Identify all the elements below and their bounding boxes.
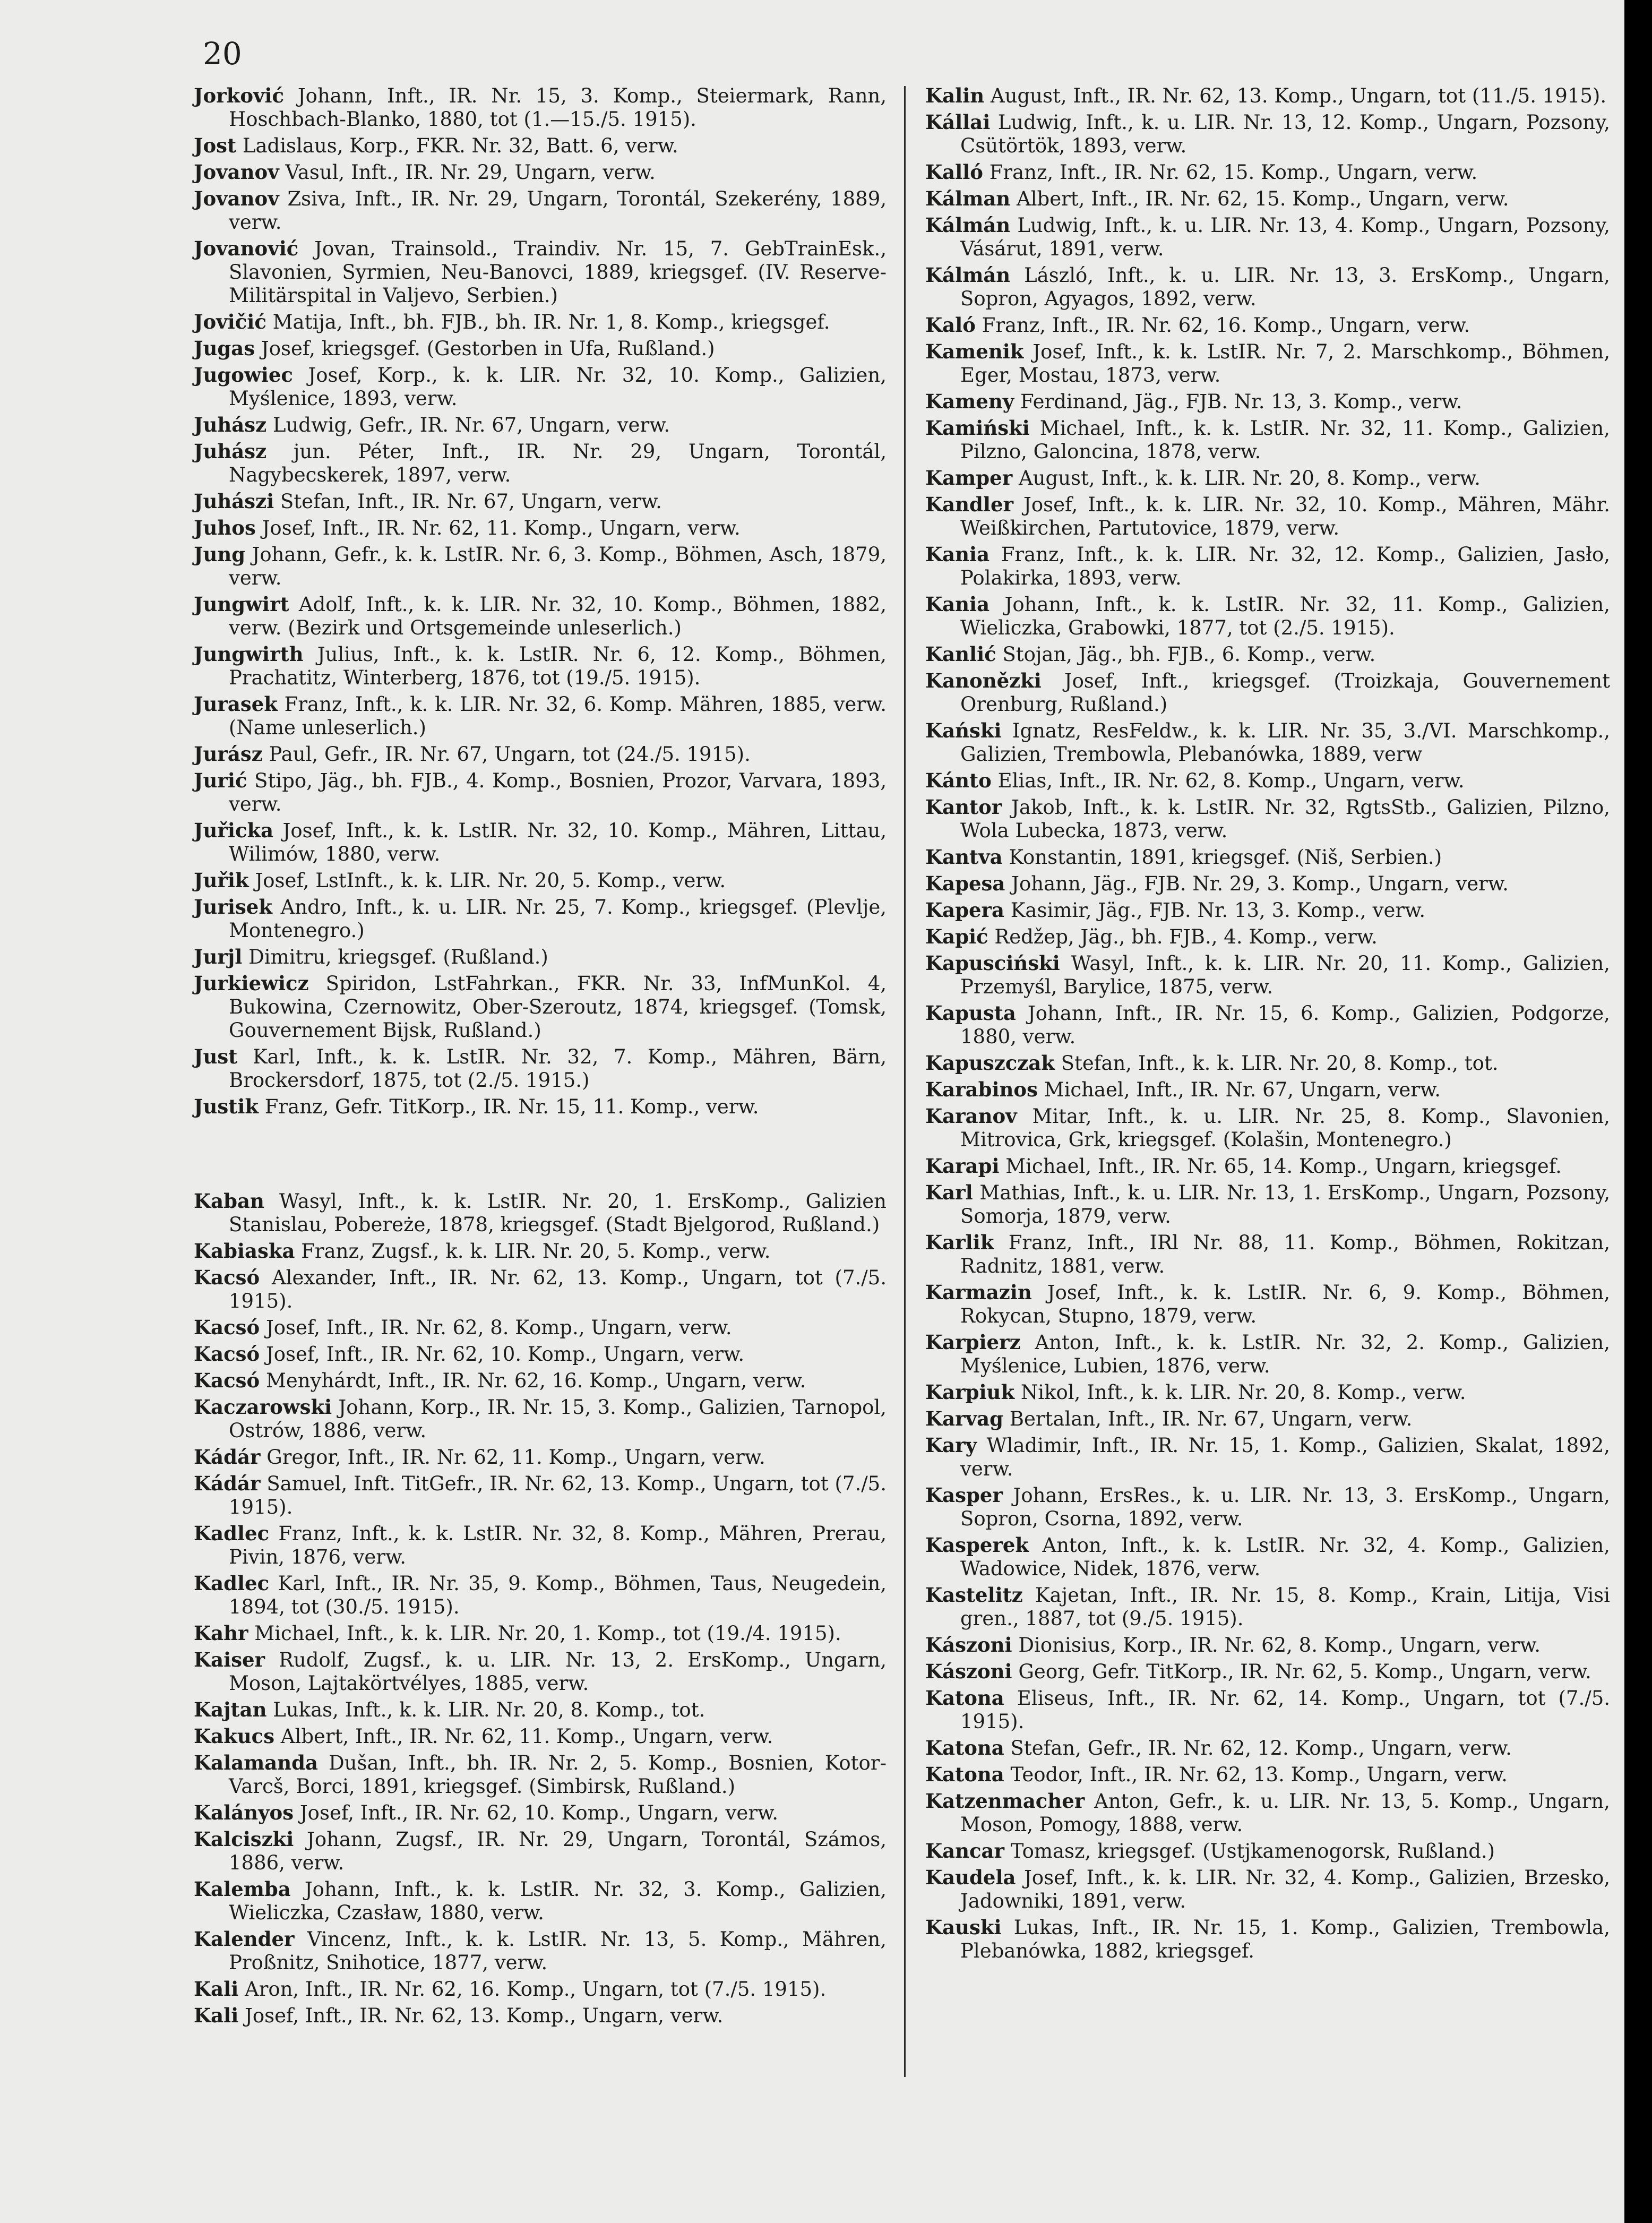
entry-surname: Kasper <box>925 1483 1003 1507</box>
entry-details: Johann, Korp., IR. Nr. 15, 3. Komp., Galizien, Tarnopol, Ostrów, 1886, verw. <box>229 1396 887 1442</box>
roster-entry <box>925 1434 1610 1481</box>
entry-details: Josef, Inft., k. k. LstIR. Nr. 6, 9. Komp., Böhmen, Rokycan, Stupno, 1879, verw. <box>960 1281 1610 1327</box>
entry-surname: Jurić <box>194 769 247 792</box>
roster-entry <box>925 1483 1610 1531</box>
entry-details: Karl, Inft., k. k. LstIR. Nr. 32, 7. Komp., Mähren, Bärn, Brockersdorf, 1875, tot (2./5. 1915.) <box>229 1045 887 1092</box>
roster-entry <box>194 1342 887 1366</box>
roster-entry <box>925 466 1610 490</box>
entry-details: Franz, Inft., IRl Nr. 88, 11. Komp., Böhmen, Rokitzan, Radnitz, 1881, verw. <box>960 1231 1610 1277</box>
entry-details: Georg, Gefr. TitKorp., IR. Nr. 62, 5. Komp., Ungarn, verw. <box>1018 1660 1591 1683</box>
entry-details: Dušan, Inft., bh. IR. Nr. 2, 5. Komp., Bosnien, Kotor-Varcš, Borci, 1891, kriegsgef. (Simbirsk, Rußland.) <box>229 1752 887 1798</box>
roster-entry <box>194 1266 887 1313</box>
entry-details: Johann, Inft., k. k. LstIR. Nr. 32, 11. Komp., Galizien, Wieliczka, Grabowki, 1877, tot (2./5. 1915). <box>960 593 1610 639</box>
entry-surname: Kalemba <box>194 1877 291 1901</box>
roster-entry <box>925 313 1610 337</box>
entry-surname: Jungwirth <box>194 642 304 666</box>
entry-details: Teodor, Inft., IR. Nr. 62, 13. Komp., Ungarn, verw. <box>1010 1763 1508 1786</box>
entry-surname: Juhászi <box>194 490 274 513</box>
entry-surname: Kabiaska <box>194 1239 295 1263</box>
entry-details: Michael, Inft., IR. Nr. 65, 14. Komp., Ungarn, kriegsgef. <box>1005 1155 1562 1178</box>
roster-entry <box>925 187 1610 211</box>
entry-surname: Karabinos <box>925 1078 1038 1101</box>
entry-surname: Karl <box>925 1181 973 1204</box>
entry-details: Stefan, Gefr., IR. Nr. 62, 12. Komp., Ungarn, verw. <box>1010 1737 1512 1759</box>
entry-surname: Kamper <box>925 466 1013 490</box>
entry-details: Nikol, Inft., k. k. LIR. Nr. 20, 8. Komp., verw. <box>1020 1381 1466 1404</box>
entry-surname: Kalender <box>194 1927 295 1951</box>
entry-details: Jakob, Inft., k. k. LstIR. Nr. 32, RgtsStb., Galizien, Pilzno, Wola Lubecka, 1873, verw. <box>960 796 1611 842</box>
entry-details: Anton, Inft., k. k. LstIR. Nr. 32, 2. Komp., Galizien, Myślenice, Lubien, 1876, verw. <box>960 1331 1610 1377</box>
roster-entry <box>925 1001 1610 1049</box>
roster-entry <box>925 1633 1610 1657</box>
entry-details: Ferdinand, Jäg., FJB. Nr. 13, 3. Komp., verw. <box>1020 390 1462 413</box>
entry-details: Ludwig, Gefr., IR. Nr. 67, Ungarn, verw. <box>272 414 670 436</box>
entry-surname: Jugowiec <box>194 363 293 387</box>
roster-entry <box>925 951 1610 999</box>
entry-surname: Juřik <box>194 869 249 892</box>
entry-surname: Jurjl <box>194 945 243 968</box>
entry-surname: Kanlić <box>925 642 996 666</box>
roster-entry <box>925 1660 1610 1684</box>
entry-details: Konstantin, 1891, kriegsgef. (Niš, Serbien.) <box>1009 846 1442 869</box>
entry-details: Elias, Inft., IR. Nr. 62, 8. Komp., Ungarn, verw. <box>997 769 1465 792</box>
entry-surname: Kaczarowski <box>194 1395 332 1419</box>
entry-surname: Kalciszki <box>194 1827 294 1851</box>
roster-entry <box>194 1751 887 1798</box>
entry-details: Ignatz, ResFeldw., k. k. LIR. Nr. 35, 3./VI. Marschkomp., Galizien, Trembowla, Plebanówka, 1889, verw <box>960 719 1611 766</box>
entry-details: Josef, Korp., k. k. LIR. Nr. 32, 10. Komp., Galizien, Myślenice, 1893, verw. <box>229 364 887 410</box>
entry-surname: Kanonězki <box>925 669 1042 692</box>
entry-surname: Kania <box>925 543 990 566</box>
entry-details: Dionisius, Korp., IR. Nr. 62, 8. Komp., Ungarn, verw. <box>1018 1634 1541 1656</box>
roster-entry <box>925 1763 1610 1787</box>
roster-entry <box>925 1051 1610 1075</box>
left-column <box>194 84 887 2030</box>
entry-surname: Jurasek <box>194 692 278 716</box>
entry-surname: Kalló <box>925 160 983 184</box>
entry-surname: Karvag <box>925 1407 1003 1430</box>
roster-entry <box>925 543 1610 590</box>
roster-entry <box>925 795 1610 843</box>
entry-details: Mitar, Inft., k. u. LIR. Nr. 25, 8. Komp., Slavonien, Mitrovica, Grk, kriegsgef. (Kolašin, Montenegro.) <box>960 1105 1610 1151</box>
roster-entry <box>194 310 887 334</box>
entry-details: Michael, Inft., k. k. LstIR. Nr. 32, 11. Komp., Galizien, Pilzno, Galoncina, 1878, verw. <box>960 417 1611 463</box>
entry-details: Josef, kriegsgef. (Gestorben in Ufa, Rußland.) <box>261 337 715 360</box>
entry-details: Franz, Zugsf., k. k. LIR. Nr. 20, 5. Komp., verw. <box>301 1240 771 1263</box>
entry-details: Franz, Inft., k. k. LIR. Nr. 32, 12. Komp., Galizien, Jasło, Polakirka, 1893, verw. <box>960 543 1610 589</box>
entry-surname: Karanov <box>925 1104 1017 1128</box>
entry-details: Bertalan, Inft., IR. Nr. 67, Ungarn, verw. <box>1009 1407 1413 1430</box>
entry-surname: Jovanov <box>194 160 279 184</box>
entry-surname: Kapić <box>925 925 988 948</box>
entry-details: Johann, Jäg., FJB. Nr. 29, 3. Komp., Ungarn, verw. <box>1011 872 1509 895</box>
roster-entry <box>194 2004 887 2028</box>
entry-surname: Kali <box>194 2004 239 2027</box>
entry-surname: Kadlec <box>194 1572 270 1595</box>
roster-entry <box>194 440 887 487</box>
entry-details: Franz, Inft., IR. Nr. 62, 15. Komp., Ungarn, verw. <box>989 161 1478 184</box>
entry-details: Dimitru, kriegsgef. (Rußland.) <box>248 946 548 968</box>
roster-entry <box>925 872 1610 896</box>
entry-details: Andro, Inft., k. u. LIR. Nr. 25, 7. Komp., kriegsgef. (Plevlje, Montenegro.) <box>229 896 887 942</box>
roster-entry <box>925 1231 1610 1278</box>
entry-surname: Kasperek <box>925 1533 1029 1557</box>
entry-details: Stefan, Inft., k. k. LIR. Nr. 20, 8. Komp., tot. <box>1061 1052 1499 1075</box>
entry-surname: Kalin <box>925 84 985 107</box>
entry-details: Johann, Inft., k. k. LstIR. Nr. 32, 3. Komp., Galizien, Wieliczka, Czasław, 1880, verw. <box>229 1878 887 1924</box>
roster-entry <box>194 945 887 969</box>
roster-entry <box>925 642 1610 666</box>
entry-surname: Kádár <box>194 1445 261 1469</box>
entry-details: Ludwig, Inft., k. u. LIR. Nr. 13, 12. Komp., Ungarn, Pozsony, Csütörtök, 1893, verw. <box>960 111 1610 157</box>
roster-entry <box>925 1407 1610 1431</box>
roster-entry <box>194 1045 887 1092</box>
entry-surname: Jovičić <box>194 310 266 333</box>
roster-entry <box>925 1839 1610 1863</box>
roster-entry <box>194 516 887 540</box>
entry-surname: Kapusta <box>925 1001 1016 1025</box>
roster-entry <box>925 1281 1610 1328</box>
entry-details: Josef, Inft., IR. Nr. 62, 10. Komp., Ungarn, verw. <box>299 1801 779 1824</box>
entry-surname: Jovanov <box>194 187 279 210</box>
entry-details: Josef, Inft., k. k. LIR. Nr. 32, 10. Komp., Mähren, Mähr. Weißkirchen, Partutovice, 1879, verw. <box>960 493 1610 539</box>
roster-entry <box>925 160 1610 184</box>
roster-entry <box>925 925 1610 949</box>
roster-entry <box>194 1648 887 1695</box>
roster-entry <box>925 1916 1610 1963</box>
entry-surname: Juhász <box>194 440 267 463</box>
roster-entry <box>194 593 887 640</box>
entry-details: Spiridon, LstFahrkan., FKR. Nr. 33, InfMunKol. 4, Bukowina, Czernowitz, Ober-Szeroutz, 1874, kriegsgef. (Tomsk, Gouvernement Bijsk, Rußland.) <box>229 972 887 1042</box>
entry-surname: Juhász <box>194 413 267 436</box>
roster-entry <box>194 1369 887 1393</box>
entry-surname: Kálmán <box>925 213 1011 237</box>
roster-entry <box>925 593 1610 640</box>
roster-entry <box>925 1686 1610 1733</box>
section-gap <box>194 1121 887 1189</box>
entry-surname: Kacsó <box>194 1316 260 1339</box>
entry-details: jun. Péter, Inft., IR. Nr. 29, Ungarn, Torontál, Nagybecskerek, 1897, verw. <box>229 440 887 486</box>
entry-surname: Justik <box>194 1095 259 1118</box>
entry-surname: Kacsó <box>194 1342 260 1366</box>
entry-surname: Kantor <box>925 795 1002 819</box>
entry-surname: Kajtan <box>194 1698 267 1721</box>
entry-surname: Kamenik <box>925 340 1024 363</box>
entry-surname: Kahr <box>194 1621 248 1645</box>
entry-details: Johann, Inft., IR. Nr. 15, 6. Komp., Galizien, Podgorze, 1880, verw. <box>960 1002 1610 1048</box>
entry-details: Gregor, Inft., IR. Nr. 62, 11. Komp., Ungarn, verw. <box>266 1446 765 1469</box>
roster-entry <box>194 1445 887 1469</box>
roster-entry <box>925 1154 1610 1178</box>
roster-entry <box>925 1583 1610 1630</box>
entry-surname: Kakucs <box>194 1724 275 1748</box>
roster-entry <box>194 895 887 942</box>
entry-details: Matija, Inft., bh. FJB., bh. IR. Nr. 1, 8. Komp., kriegsgef. <box>272 311 830 333</box>
entry-surname: Kádár <box>194 1472 261 1495</box>
entry-surname: Katona <box>925 1763 1004 1786</box>
entry-details: Franz, Inft., k. k. LstIR. Nr. 32, 8. Komp., Mähren, Prerau, Pivin, 1876, verw. <box>229 1522 887 1568</box>
entry-surname: Kapera <box>925 898 1005 922</box>
entry-details: Johann, Inft., IR. Nr. 15, 3. Komp., Steiermark, Rann, Hoschbach-Blanko, 1880, tot (1.—15./5. 1915). <box>229 84 887 131</box>
entry-details: Franz, Gefr. TitKorp., IR. Nr. 15, 11. Komp., verw. <box>264 1095 759 1118</box>
entry-details: Rudolf, Zugsf., k. u. LIR. Nr. 13, 2. ErsKomp., Ungarn, Moson, Lajtakörtvélyes, 1885, verw. <box>229 1649 887 1695</box>
entry-surname: Kaudela <box>925 1866 1016 1889</box>
roster-entry <box>194 1572 887 1619</box>
roster-entry <box>194 769 887 816</box>
roster-entry <box>194 1239 887 1263</box>
page-number: 20 <box>203 36 242 72</box>
roster-entry <box>925 493 1610 540</box>
roster-entry <box>194 742 887 766</box>
entry-surname: Jovanović <box>194 237 299 260</box>
entry-details: Josef, Inft., kriegsgef. (Troizkaja, Gouvernement Orenburg, Rußland.) <box>960 670 1610 716</box>
entry-surname: Jungwirt <box>194 593 289 616</box>
roster-entry <box>925 1736 1610 1760</box>
entry-details: Stipo, Jäg., bh. FJB., 4. Komp., Bosnien, Prozor, Varvara, 1893, verw. <box>229 769 887 816</box>
roster-entry <box>194 1827 887 1875</box>
entry-details: Adolf, Inft., k. k. LIR. Nr. 32, 10. Komp., Böhmen, 1882, verw. (Bezirk und Ortsgemeinde unleserlich.) <box>229 593 887 639</box>
right-column <box>925 84 1610 1965</box>
entry-details: Anton, Gefr., k. u. LIR. Nr. 13, 5. Komp., Ungarn, Moson, Pomogy, 1888, verw. <box>960 1790 1610 1836</box>
entry-details: Eliseus, Inft., IR. Nr. 62, 14. Komp., Ungarn, tot (7./5. 1915). <box>960 1687 1611 1733</box>
entry-details: Kajetan, Inft., IR. Nr. 15, 8. Komp., Krain, Litija, Visi gren., 1887, tot (9./5. 1915). <box>960 1584 1610 1630</box>
column-divider <box>904 86 906 2077</box>
roster-entry <box>194 642 887 690</box>
roster-entry <box>925 390 1610 414</box>
roster-entry <box>194 237 887 307</box>
entry-details: Vincenz, Inft., k. k. LstIR. Nr. 13, 5. Komp., Mähren, Proßnitz, Snihotice, 1877, verw. <box>229 1928 887 1974</box>
roster-entry <box>925 719 1610 766</box>
entry-details: Stefan, Inft., IR. Nr. 67, Ungarn, verw. <box>280 490 662 513</box>
roster-entry <box>925 110 1610 158</box>
entry-surname: Kászoni <box>925 1660 1012 1683</box>
entry-surname: Kania <box>925 593 990 616</box>
entry-details: Karl, Inft., IR. Nr. 35, 9. Komp., Böhmen, Taus, Neugedein, 1894, tot (30./5. 1915). <box>229 1572 887 1618</box>
entry-details: Kasimir, Jäg., FJB. Nr. 13, 3. Komp., verw. <box>1010 899 1426 922</box>
entry-surname: Kaló <box>925 313 976 337</box>
entry-surname: Kálman <box>925 187 1011 210</box>
roster-entry <box>925 1866 1610 1913</box>
roster-entry <box>194 1095 887 1119</box>
entry-details: Josef, LstInft., k. k. LIR. Nr. 20, 5. Komp., verw. <box>255 869 726 892</box>
entry-surname: Kancar <box>925 1839 1005 1862</box>
entry-details: Albert, Inft., IR. Nr. 62, 15. Komp., Ungarn, verw. <box>1016 187 1509 210</box>
entry-details: Julius, Inft., k. k. LstIR. Nr. 6, 12. Komp., Böhmen, Prachatitz, Winterberg, 1876, tot (19./5. 1915). <box>229 643 887 689</box>
roster-entry <box>925 1533 1610 1581</box>
roster-entry <box>194 1877 887 1925</box>
roster-entry <box>194 490 887 513</box>
entry-surname: Jung <box>194 543 246 566</box>
entry-surname: Kastelitz <box>925 1583 1023 1607</box>
roster-entry <box>925 1789 1610 1836</box>
entry-surname: Kálmán <box>925 263 1011 287</box>
roster-entry <box>925 1380 1610 1404</box>
entry-surname: Kapusciński <box>925 951 1060 975</box>
entry-surname: Karmazin <box>925 1281 1032 1304</box>
entry-surname: Kaiser <box>194 1648 265 1671</box>
entry-details: Vasul, Inft., IR. Nr. 29, Ungarn, verw. <box>285 161 656 184</box>
entry-details: Franz, Inft., k. k. LIR. Nr. 32, 6. Komp. Mähren, 1885, verw. (Name unleserlich.) <box>229 693 887 739</box>
entry-surname: Kary <box>925 1434 977 1457</box>
roster-entry <box>194 1472 887 1519</box>
roster-entry <box>194 187 887 234</box>
roster-entry <box>925 1104 1610 1152</box>
entry-surname: Kameny <box>925 390 1014 413</box>
entry-surname: Kacsó <box>194 1266 260 1289</box>
entry-details: László, Inft., k. u. LIR. Nr. 13, 3. ErsKomp., Ungarn, Sopron, Agyagos, 1892, verw. <box>960 264 1610 310</box>
entry-details: Wasyl, Inft., k. k. LIR. Nr. 20, 11. Komp., Galizien, Przemyśl, Barylice, 1875, verw. <box>960 952 1610 998</box>
entry-details: Franz, Inft., IR. Nr. 62, 16. Komp., Ungarn, verw. <box>982 314 1470 337</box>
entry-details: Josef, Inft., IR. Nr. 62, 13. Komp., Ungarn, verw. <box>245 2004 724 2027</box>
entry-details: Lukas, Inft., k. k. LIR. Nr. 20, 8. Komp., tot. <box>273 1698 705 1721</box>
roster-entry <box>925 340 1610 387</box>
roster-entry <box>194 134 887 158</box>
entry-details: August, Inft., IR. Nr. 62, 13. Komp., Ungarn, tot (11./5. 1915). <box>990 84 1607 107</box>
roster-entry <box>194 869 887 892</box>
roster-entry <box>194 1977 887 2001</box>
roster-entry <box>194 1801 887 1825</box>
entry-details: Johann, Zugsf., IR. Nr. 29, Ungarn, Torontál, Számos, 1886, verw. <box>229 1828 887 1874</box>
entry-surname: Katona <box>925 1686 1004 1710</box>
entry-surname: Juřicka <box>194 819 274 842</box>
entry-surname: Just <box>194 1045 238 1068</box>
roster-entry <box>925 1181 1610 1228</box>
entry-details: Johann, ErsRes., k. u. LIR. Nr. 13, 3. ErsKomp., Ungarn, Sopron, Csorna, 1892, verw. <box>960 1484 1610 1530</box>
roster-entry <box>194 972 887 1042</box>
roster-entry <box>194 337 887 361</box>
entry-details: Josef, Inft., k. k. LIR. Nr. 32, 4. Komp., Galizien, Brzesko, Jadowniki, 1891, verw. <box>960 1866 1610 1912</box>
entry-details: Josef, Inft., IR. Nr. 62, 10. Komp., Ungarn, verw. <box>265 1343 745 1366</box>
entry-surname: Juhos <box>194 516 256 539</box>
entry-details: Wasyl, Inft., k. k. LstIR. Nr. 20, 1. ErsKomp., Galizien Stanislau, Pobereże, 1878, kriegsgef. (Stadt Bjelgorod, Rußland.) <box>229 1190 887 1236</box>
entry-surname: Kacsó <box>194 1369 260 1392</box>
entry-details: Josef, Inft., IR. Nr. 62, 11. Komp., Ungarn, verw. <box>262 517 741 539</box>
entry-surname: Kapuszczak <box>925 1051 1055 1075</box>
entry-details: Josef, Inft., k. k. LstIR. Nr. 7, 2. Marschkomp., Böhmen, Eger, Mostau, 1873, verw. <box>960 340 1610 387</box>
roster-entry <box>925 769 1610 793</box>
roster-entry <box>925 213 1610 261</box>
entry-surname: Kadlec <box>194 1522 270 1545</box>
roster-entry <box>194 1724 887 1748</box>
roster-entry <box>925 84 1610 108</box>
roster-entry <box>925 845 1610 869</box>
entry-details: Lukas, Inft., IR. Nr. 15, 1. Komp., Galizien, Trembowla, Plebanówka, 1882, kriegsgef. <box>960 1916 1610 1962</box>
entry-details: Josef, Inft., IR. Nr. 62, 8. Komp., Ungarn, verw. <box>265 1316 732 1339</box>
entry-surname: Kali <box>194 1977 239 2001</box>
roster-entry <box>194 1395 887 1443</box>
entry-surname: Karapi <box>925 1154 1000 1178</box>
roster-entry <box>194 543 887 590</box>
entry-surname: Kaban <box>194 1189 264 1213</box>
entry-surname: Kalamanda <box>194 1751 319 1774</box>
roster-entry <box>194 819 887 866</box>
roster-entry <box>194 1927 887 1975</box>
entry-surname: Kański <box>925 719 1002 742</box>
entry-details: Mathias, Inft., k. u. LIR. Nr. 13, 1. ErsKomp., Ungarn, Pozsony, Somorja, 1879, verw. <box>960 1181 1611 1228</box>
entry-details: Johann, Gefr., k. k. LstIR. Nr. 6, 3. Komp., Böhmen, Asch, 1879, verw. <box>229 543 887 589</box>
entry-details: Wladimir, Inft., IR. Nr. 15, 1. Komp., Galizien, Skalat, 1892, verw. <box>960 1434 1610 1480</box>
roster-entry <box>194 1522 887 1569</box>
entry-surname: Jurkiewicz <box>194 972 309 995</box>
entry-surname: Jugas <box>194 337 255 360</box>
roster-entry <box>925 1331 1610 1378</box>
entry-surname: Karpierz <box>925 1331 1021 1354</box>
entry-details: Ladislaus, Korp., FKR. Nr. 32, Batt. 6, verw. <box>242 134 678 157</box>
entry-details: Stojan, Jäg., bh. FJB., 6. Komp., verw. <box>1002 643 1376 666</box>
entry-details: Zsiva, Inft., IR. Nr. 29, Ungarn, Torontál, Szekerény, 1889, verw. <box>229 187 887 234</box>
entry-surname: Kauski <box>925 1916 1002 1939</box>
entry-surname: Jost <box>194 134 237 157</box>
entry-surname: Kalányos <box>194 1801 294 1824</box>
entry-surname: Kapesa <box>925 872 1005 895</box>
entry-details: August, Inft., k. k. LIR. Nr. 20, 8. Komp., verw. <box>1018 467 1481 490</box>
roster-entry <box>925 1078 1610 1102</box>
entry-details: Ludwig, Inft., k. u. LIR. Nr. 13, 4. Komp., Ungarn, Pozsony, Vásárut, 1891, verw. <box>960 214 1610 260</box>
entry-details: Alexander, Inft., IR. Nr. 62, 13. Komp., Ungarn, tot (7./5. 1915). <box>229 1266 887 1312</box>
entry-details: Aron, Inft., IR. Nr. 62, 16. Komp., Ungarn, tot (7./5. 1915). <box>245 1978 827 2001</box>
roster-entry <box>194 84 887 131</box>
roster-entry <box>925 669 1610 716</box>
roster-entry <box>194 1316 887 1340</box>
entry-surname: Jurász <box>194 742 263 766</box>
entry-surname: Katona <box>925 1736 1004 1759</box>
entry-details: Michael, Inft., IR. Nr. 67, Ungarn, verw. <box>1044 1078 1441 1101</box>
entry-details: Tomasz, kriegsgef. (Ustjkamenogorsk, Rußland.) <box>1010 1840 1495 1862</box>
entry-details: Paul, Gefr., IR. Nr. 67, Ungarn, tot (24./5. 1915). <box>269 743 751 766</box>
entry-surname: Jurisek <box>194 895 272 919</box>
roster-entry <box>194 363 887 410</box>
entry-surname: Kamiński <box>925 416 1030 440</box>
roster-entry <box>194 1698 887 1722</box>
roster-entry <box>925 898 1610 922</box>
roster-entry <box>194 1621 887 1645</box>
entry-surname: Karlik <box>925 1231 994 1254</box>
roster-entry <box>194 160 887 184</box>
entry-surname: Kantva <box>925 845 1003 869</box>
entry-surname: Kállai <box>925 110 991 134</box>
entry-details: Jovan, Trainsold., Traindiv. Nr. 15, 7. GebTrainEsk., Slavonien, Syrmien, Neu-Banovci, 1889, kriegsgef. (IV. Reserve-Militärspital in Valjevo, Serbien.) <box>229 237 887 307</box>
entry-details: Redžep, Jäg., bh. FJB., 4. Komp., verw. <box>994 925 1378 948</box>
roster-entry <box>194 413 887 437</box>
roster-entry <box>194 692 887 740</box>
entry-details: Albert, Inft., IR. Nr. 62, 11. Komp., Ungarn, verw. <box>280 1725 773 1748</box>
entry-surname: Kánto <box>925 769 992 792</box>
entry-surname: Kászoni <box>925 1633 1012 1656</box>
entry-details: Samuel, Inft. TitGefr., IR. Nr. 62, 13. Komp., Ungarn, tot (7./5. 1915). <box>229 1472 887 1518</box>
entry-surname: Karpiuk <box>925 1380 1015 1404</box>
entry-surname: Katzenmacher <box>925 1789 1085 1813</box>
roster-entry <box>194 1189 887 1237</box>
entry-details: Anton, Inft., k. k. LstIR. Nr. 32, 4. Komp., Galizien, Wadowice, Nidek, 1876, verw. <box>960 1534 1610 1580</box>
entry-details: Menyhárdt, Inft., IR. Nr. 62, 16. Komp., Ungarn, verw. <box>265 1369 806 1392</box>
entry-details: Josef, Inft., k. k. LstIR. Nr. 32, 10. Komp., Mähren, Littau, Wilimów, 1880, verw. <box>229 819 887 865</box>
entry-details: Michael, Inft., k. k. LIR. Nr. 20, 1. Komp., tot (19./4. 1915). <box>254 1622 841 1645</box>
roster-entry <box>925 416 1610 464</box>
roster-entry <box>925 263 1610 311</box>
entry-surname: Jorković <box>194 84 285 107</box>
entry-surname: Kandler <box>925 493 1013 516</box>
